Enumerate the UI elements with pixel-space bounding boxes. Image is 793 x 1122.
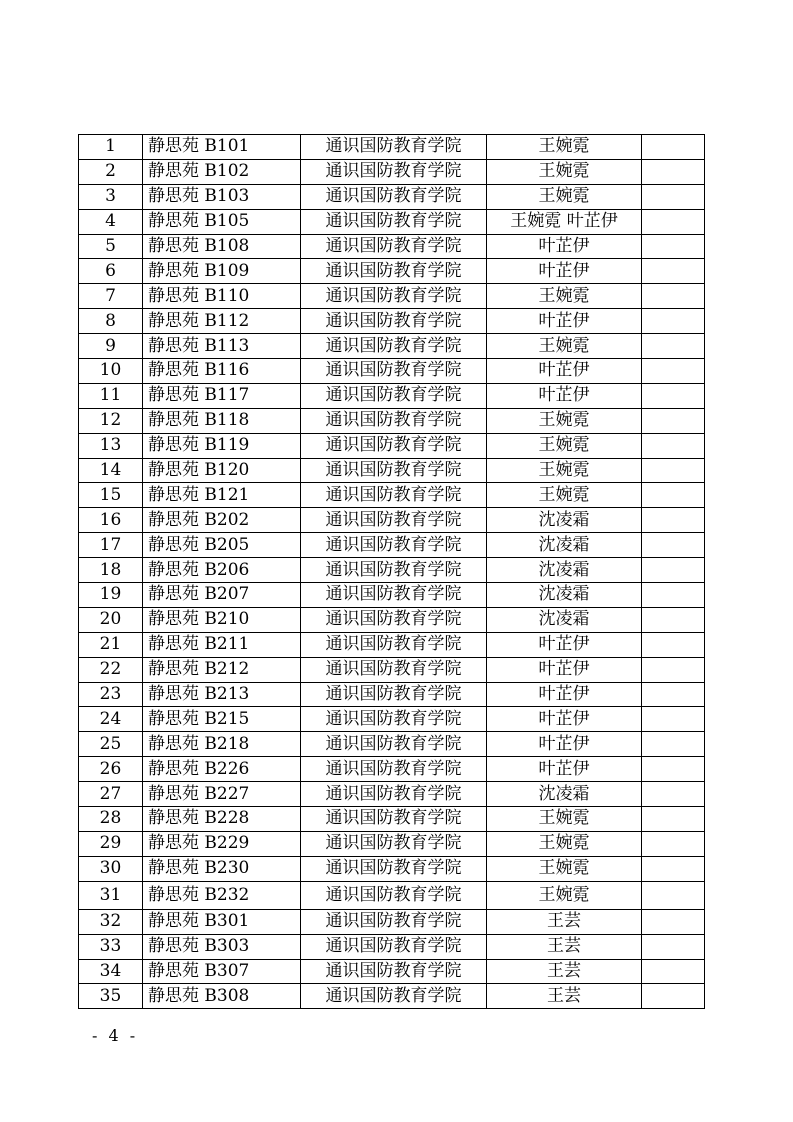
row-number-cell: 7	[79, 284, 143, 309]
note-cell	[642, 757, 705, 782]
staff-cell: 沈凌霜	[487, 533, 642, 558]
note-cell	[642, 533, 705, 558]
room-cell: 静思苑 B113	[143, 334, 301, 359]
note-cell	[642, 831, 705, 856]
college-cell: 通识国防教育学院	[301, 657, 487, 682]
row-number-cell: 6	[79, 259, 143, 284]
note-cell	[642, 209, 705, 234]
row-number-cell: 12	[79, 408, 143, 433]
room-cell: 静思苑 B205	[143, 533, 301, 558]
row-number-cell: 33	[79, 934, 143, 959]
college-cell: 通识国防教育学院	[301, 383, 487, 408]
table-row	[79, 383, 705, 408]
college-cell: 通识国防教育学院	[301, 807, 487, 832]
staff-cell: 王婉霓	[487, 807, 642, 832]
college-cell: 通识国防教育学院	[301, 909, 487, 934]
table-row	[79, 831, 705, 856]
staff-cell: 王芸	[487, 984, 642, 1009]
college-cell: 通识国防教育学院	[301, 433, 487, 458]
note-cell	[642, 383, 705, 408]
row-number-cell: 35	[79, 984, 143, 1009]
college-cell: 通识国防教育学院	[301, 782, 487, 807]
table-row	[79, 508, 705, 533]
college-cell: 通识国防教育学院	[301, 984, 487, 1009]
row-number-cell: 23	[79, 682, 143, 707]
note-cell	[642, 707, 705, 732]
table-body	[79, 135, 705, 1009]
room-cell: 静思苑 B117	[143, 383, 301, 408]
table-row	[79, 309, 705, 334]
row-number-cell: 22	[79, 657, 143, 682]
staff-cell: 王婉霓	[487, 408, 642, 433]
note-cell	[642, 259, 705, 284]
staff-cell: 王婉霓	[487, 483, 642, 508]
college-cell: 通识国防教育学院	[301, 934, 487, 959]
table-row	[79, 359, 705, 384]
note-cell	[642, 359, 705, 384]
staff-cell: 王婉霓	[487, 831, 642, 856]
table-row	[79, 334, 705, 359]
room-cell: 静思苑 B206	[143, 558, 301, 583]
staff-cell: 王芸	[487, 959, 642, 984]
room-cell: 静思苑 B101	[143, 135, 301, 160]
staff-cell: 沈凌霜	[487, 782, 642, 807]
row-number-cell: 17	[79, 533, 143, 558]
row-number-cell: 11	[79, 383, 143, 408]
table-row	[79, 732, 705, 757]
room-cell: 静思苑 B228	[143, 807, 301, 832]
row-number-cell: 10	[79, 359, 143, 384]
note-cell	[642, 856, 705, 881]
college-cell: 通识国防教育学院	[301, 508, 487, 533]
row-number-cell: 20	[79, 607, 143, 632]
table-row	[79, 583, 705, 608]
row-number-cell: 3	[79, 184, 143, 209]
table-row	[79, 881, 705, 909]
room-cell: 静思苑 B116	[143, 359, 301, 384]
row-number-cell: 30	[79, 856, 143, 881]
note-cell	[642, 135, 705, 160]
room-cell: 静思苑 B108	[143, 234, 301, 259]
note-cell	[642, 607, 705, 632]
college-cell: 通识国防教育学院	[301, 607, 487, 632]
note-cell	[642, 934, 705, 959]
college-cell: 通识国防教育学院	[301, 184, 487, 209]
room-cell: 静思苑 B109	[143, 259, 301, 284]
college-cell: 通识国防教育学院	[301, 732, 487, 757]
staff-cell: 叶芷伊	[487, 707, 642, 732]
table-row	[79, 558, 705, 583]
college-cell: 通识国防教育学院	[301, 334, 487, 359]
room-cell: 静思苑 B226	[143, 757, 301, 782]
note-cell	[642, 309, 705, 334]
room-cell: 静思苑 B119	[143, 433, 301, 458]
college-cell: 通识国防教育学院	[301, 682, 487, 707]
college-cell: 通识国防教育学院	[301, 558, 487, 583]
note-cell	[642, 632, 705, 657]
note-cell	[642, 334, 705, 359]
note-cell	[642, 984, 705, 1009]
note-cell	[642, 881, 705, 909]
table-row	[79, 959, 705, 984]
staff-cell: 王婉霓	[487, 433, 642, 458]
note-cell	[642, 433, 705, 458]
row-number-cell: 5	[79, 234, 143, 259]
college-cell: 通识国防教育学院	[301, 259, 487, 284]
row-number-cell: 14	[79, 458, 143, 483]
room-cell: 静思苑 B105	[143, 209, 301, 234]
row-number-cell: 26	[79, 757, 143, 782]
room-cell: 静思苑 B308	[143, 984, 301, 1009]
college-cell: 通识国防教育学院	[301, 408, 487, 433]
staff-cell: 王婉霓	[487, 184, 642, 209]
table-row	[79, 707, 705, 732]
note-cell	[642, 508, 705, 533]
note-cell	[642, 682, 705, 707]
room-cell: 静思苑 B230	[143, 856, 301, 881]
table-row	[79, 284, 705, 309]
note-cell	[642, 782, 705, 807]
room-cell: 静思苑 B212	[143, 657, 301, 682]
college-cell: 通识国防教育学院	[301, 159, 487, 184]
row-number-cell: 31	[79, 881, 143, 909]
table-row	[79, 458, 705, 483]
table-row	[79, 433, 705, 458]
table-row	[79, 934, 705, 959]
row-number-cell: 24	[79, 707, 143, 732]
room-cell: 静思苑 B120	[143, 458, 301, 483]
staff-cell: 王芸	[487, 934, 642, 959]
table-row	[79, 807, 705, 832]
table-row	[79, 607, 705, 632]
college-cell: 通识国防教育学院	[301, 856, 487, 881]
staff-cell: 叶芷伊	[487, 359, 642, 384]
row-number-cell: 28	[79, 807, 143, 832]
college-cell: 通识国防教育学院	[301, 757, 487, 782]
room-cell: 静思苑 B213	[143, 682, 301, 707]
room-cell: 静思苑 B218	[143, 732, 301, 757]
table-row	[79, 159, 705, 184]
row-number-cell: 2	[79, 159, 143, 184]
note-cell	[642, 558, 705, 583]
note-cell	[642, 583, 705, 608]
table-row	[79, 782, 705, 807]
table-row	[79, 682, 705, 707]
college-cell: 通识国防教育学院	[301, 458, 487, 483]
staff-cell: 王婉霓	[487, 135, 642, 160]
staff-cell: 王婉霓	[487, 334, 642, 359]
row-number-cell: 15	[79, 483, 143, 508]
table-row	[79, 184, 705, 209]
note-cell	[642, 408, 705, 433]
page-number: - 4 -	[92, 1026, 139, 1045]
note-cell	[642, 909, 705, 934]
room-assignment-table	[78, 134, 705, 1009]
room-cell: 静思苑 B211	[143, 632, 301, 657]
college-cell: 通识国防教育学院	[301, 583, 487, 608]
note-cell	[642, 483, 705, 508]
staff-cell: 叶芷伊	[487, 682, 642, 707]
staff-cell: 王婉霓	[487, 284, 642, 309]
row-number-cell: 1	[79, 135, 143, 160]
row-number-cell: 13	[79, 433, 143, 458]
college-cell: 通识国防教育学院	[301, 284, 487, 309]
room-cell: 静思苑 B232	[143, 881, 301, 909]
row-number-cell: 18	[79, 558, 143, 583]
staff-cell: 沈凌霜	[487, 508, 642, 533]
table-row	[79, 533, 705, 558]
note-cell	[642, 657, 705, 682]
row-number-cell: 34	[79, 959, 143, 984]
room-cell: 静思苑 B102	[143, 159, 301, 184]
college-cell: 通识国防教育学院	[301, 959, 487, 984]
college-cell: 通识国防教育学院	[301, 234, 487, 259]
room-cell: 静思苑 B229	[143, 831, 301, 856]
table-row	[79, 909, 705, 934]
note-cell	[642, 284, 705, 309]
staff-cell: 叶芷伊	[487, 657, 642, 682]
room-cell: 静思苑 B118	[143, 408, 301, 433]
row-number-cell: 25	[79, 732, 143, 757]
row-number-cell: 29	[79, 831, 143, 856]
table-row	[79, 984, 705, 1009]
staff-cell: 叶芷伊	[487, 309, 642, 334]
table-row	[79, 856, 705, 881]
staff-cell: 叶芷伊	[487, 632, 642, 657]
college-cell: 通识国防教育学院	[301, 707, 487, 732]
staff-cell: 沈凌霜	[487, 558, 642, 583]
staff-cell: 王婉霓	[487, 856, 642, 881]
college-cell: 通识国防教育学院	[301, 135, 487, 160]
staff-cell: 王芸	[487, 909, 642, 934]
note-cell	[642, 159, 705, 184]
staff-cell: 叶芷伊	[487, 259, 642, 284]
row-number-cell: 16	[79, 508, 143, 533]
staff-cell: 王婉霓	[487, 881, 642, 909]
staff-cell: 沈凌霜	[487, 607, 642, 632]
table-row	[79, 483, 705, 508]
room-cell: 静思苑 B121	[143, 483, 301, 508]
staff-cell: 叶芷伊	[487, 383, 642, 408]
note-cell	[642, 807, 705, 832]
college-cell: 通识国防教育学院	[301, 831, 487, 856]
room-cell: 静思苑 B202	[143, 508, 301, 533]
room-cell: 静思苑 B215	[143, 707, 301, 732]
college-cell: 通识国防教育学院	[301, 209, 487, 234]
row-number-cell: 27	[79, 782, 143, 807]
college-cell: 通识国防教育学院	[301, 881, 487, 909]
room-cell: 静思苑 B210	[143, 607, 301, 632]
staff-cell: 沈凌霜	[487, 583, 642, 608]
row-number-cell: 4	[79, 209, 143, 234]
room-cell: 静思苑 B301	[143, 909, 301, 934]
room-cell: 静思苑 B112	[143, 309, 301, 334]
college-cell: 通识国防教育学院	[301, 359, 487, 384]
row-number-cell: 21	[79, 632, 143, 657]
room-cell: 静思苑 B303	[143, 934, 301, 959]
college-cell: 通识国防教育学院	[301, 632, 487, 657]
staff-cell: 王婉霓	[487, 458, 642, 483]
staff-cell: 叶芷伊	[487, 757, 642, 782]
room-cell: 静思苑 B307	[143, 959, 301, 984]
staff-cell: 叶芷伊	[487, 732, 642, 757]
college-cell: 通识国防教育学院	[301, 483, 487, 508]
row-number-cell: 9	[79, 334, 143, 359]
table-row	[79, 408, 705, 433]
table-row	[79, 209, 705, 234]
college-cell: 通识国防教育学院	[301, 533, 487, 558]
table-row	[79, 135, 705, 160]
table-row	[79, 657, 705, 682]
note-cell	[642, 184, 705, 209]
staff-cell: 王婉霓	[487, 159, 642, 184]
table-row	[79, 757, 705, 782]
note-cell	[642, 234, 705, 259]
room-cell: 静思苑 B227	[143, 782, 301, 807]
row-number-cell: 8	[79, 309, 143, 334]
row-number-cell: 32	[79, 909, 143, 934]
staff-cell: 王婉霓 叶芷伊	[487, 209, 642, 234]
table-row	[79, 259, 705, 284]
row-number-cell: 19	[79, 583, 143, 608]
note-cell	[642, 959, 705, 984]
note-cell	[642, 458, 705, 483]
room-cell: 静思苑 B207	[143, 583, 301, 608]
staff-cell: 叶芷伊	[487, 234, 642, 259]
room-cell: 静思苑 B103	[143, 184, 301, 209]
note-cell	[642, 732, 705, 757]
table-row	[79, 234, 705, 259]
table-row	[79, 632, 705, 657]
room-cell: 静思苑 B110	[143, 284, 301, 309]
college-cell: 通识国防教育学院	[301, 309, 487, 334]
